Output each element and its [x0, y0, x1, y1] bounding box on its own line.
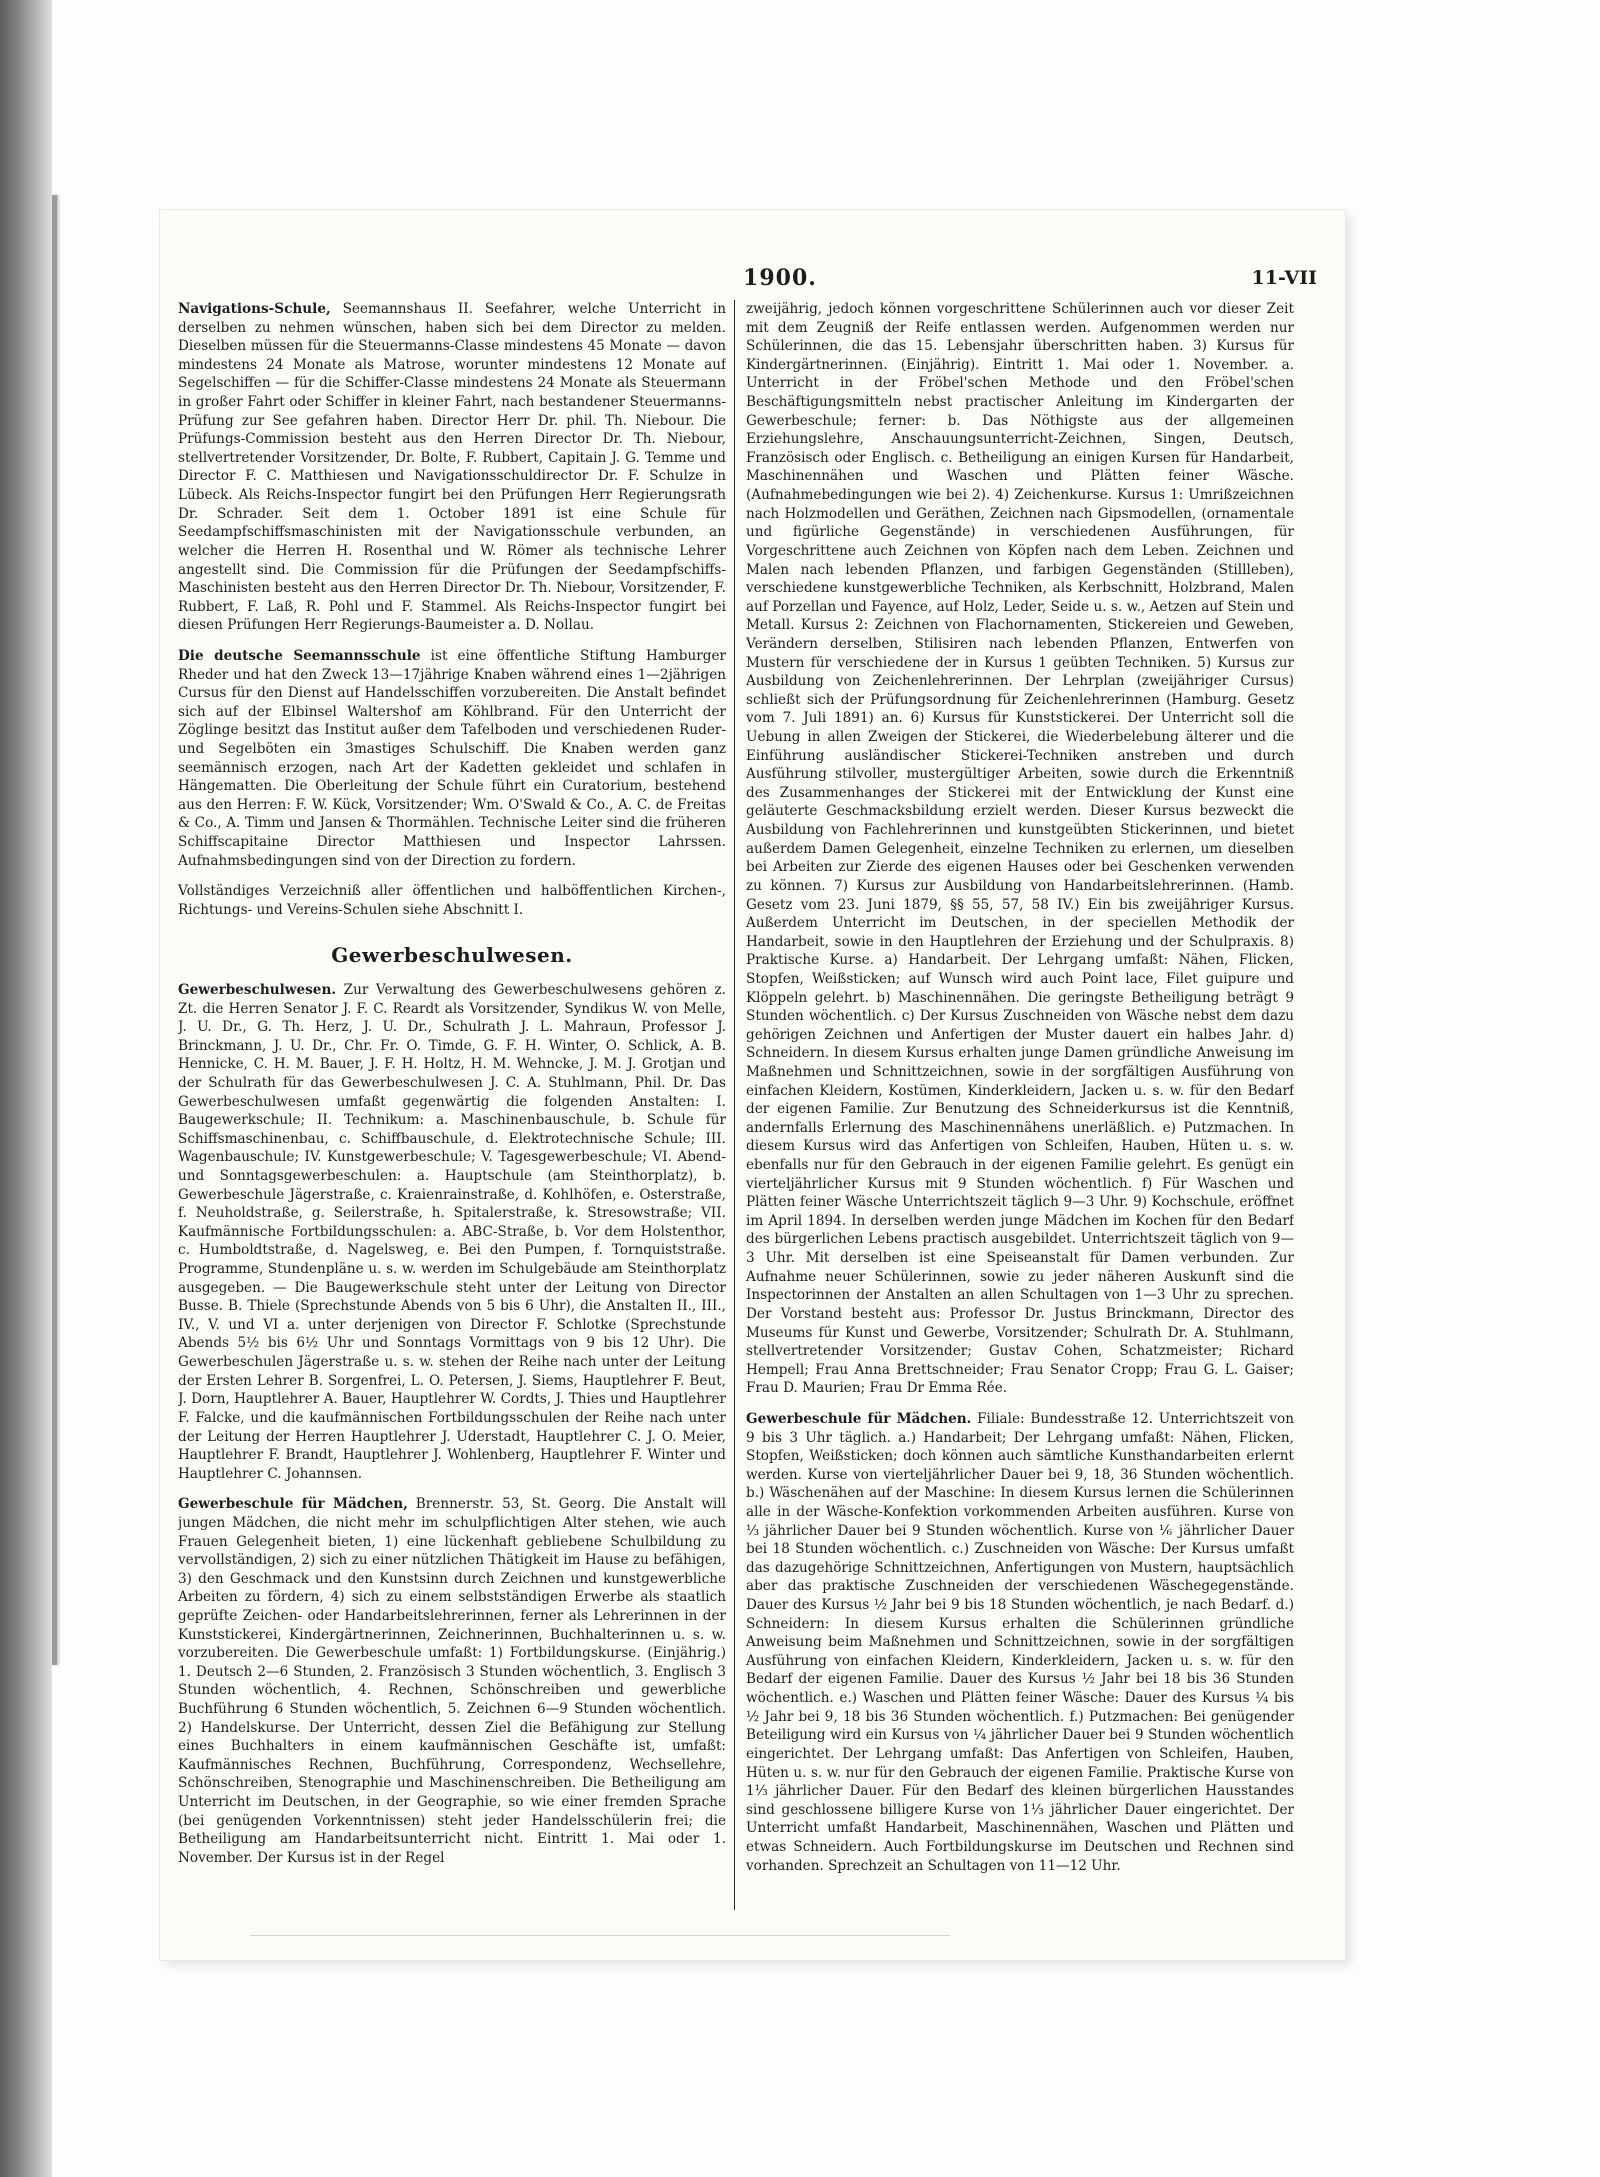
page-number: 11-VII: [1251, 267, 1317, 289]
document-page: [160, 210, 1345, 1960]
navigation-schule-paragraph: [178, 300, 726, 635]
gewerbeschulwesen-paragraph: [178, 981, 726, 1483]
right-column: [746, 300, 1294, 1920]
left-column: [178, 300, 726, 1920]
book-binding: [0, 0, 52, 2177]
paragraph-text: Filiale: Bundesstraße 12. Unterrichtszeit von 9 bis 3 Uhr täglich. a.) Handarbeit; Der Lehrgang umfaßt: Nähen, Flicken, Stopfen, Weißsticken; doch können auch sämtliche Kunsthandarbeiten erlernt werden. Kurse von vierteljährlicher Dauer bei 9, 18, 36 Stunden wöchentlich. b.) Wäschenähen auf der Maschine: In diesem Kursus lernen die Schülerinnen alle in der Wäsche-Konfektion vorkommenden Arbeiten ausführen. Kurse von ⅓ jährlicher Dauer bei 9 Stunden wöchentlich. Kurse von ⅙ jährlicher Dauer bei 18 Stunden wöchentlich. c.) Zuschneiden von Wäsche: Der Kursus umfaßt das dazugehörige Schnittzeichnen, Anfertigungen von Mustern, hauptsächlich aber das praktische Zuschneiden der verschiedenen Wäschegegenstände. Dauer des Kursus ½ Jahr bei 9 bis 18 Stunden wöchentlich, je nach Bedarf. d.) Schneidern: In diesem Kursus erhalten die Schülerinnen gründliche Anweisung beim Maßnehmen und Schnittzeichnen, sowie in der sorgfältigen Ausführung von einfachen Kleidern, Kinderkleidern, Jacken u. s. w. für den Bedarf der eigenen Familie. Dauer des Kursus ½ Jahr bei 18 bis 36 Stunden wöchentlich. e.) Waschen und Plätten feiner Wäsche: Dauer des Kursus ¼ bis ½ Jahr bei 9, 18 bis 36 Stunden wöchentlich. f.) Putzmachen: Bei genügender Beteiligung wird ein Kursus von ¼ jährlicher Dauer bei 9 Stunden wöchentlich eingerichtet. Der Lehrgang umfaßt: Das Anfertigen von Schleifen, Hauben, Hüten u. s. w. nur für den Gebrauch der eigenen Familie. Praktische Kurse von 1⅓ jährlicher Dauer. Für den Bedarf des kleinen bürgerlichen Hausstandes sind geschlossene billigere Kurse von 1⅓ jährlicher Dauer eingerichtet. Der Unterricht umfaßt Handarbeit, Maschinennähen, Waschen und Plätten und etwas Schneidern. Auch Fortbildungskurse im Deutschen und Rechnen sind vorhanden. Sprechzeit an Schultagen von 11—12 Uhr.: [746, 1410, 1294, 1874]
verzeichnis-paragraph: [178, 882, 726, 919]
paragraph-text: zweijährig, jedoch können vorgeschrittene Schülerinnen auch vor dieser Zeit mit dem Zeugniß der Reife entlassen werden. Aufgenommen werden nur Schülerinnen, die das 15. Lebensjahr überschritten haben. 3) Kursus für Kindergärtnerinnen. (Einjährig). Eintritt 1. Mai oder 1. November. a. Unterricht in der Fröbel'schen Methode und den Fröbel'schen Beschäftigungsmitteln nebst practischer Anleitung im Kindergarten der Gewerbeschule; ferner: b. Das Nöthigste aus der allgemeinen Erziehungslehre, Anschauungsunterricht-Zeichnen, Singen, Deutsch, Französisch oder Englisch. c. Betheiligung an einigen Kursen für Handarbeit, Maschinennähen und Waschen und Plätten feiner Wäsche. (Aufnahmebedingungen wie bei 2). 4) Zeichenkurse. Kursus 1: Umrißzeichnen nach Holzmodellen und Geräthen, Zeichnen nach Gipsmodellen, (ornamentale und figürliche Gegenstände) in verschiedenen Ausführungen, für Vorgeschrittene auch Zeichnen von Köpfen nach dem Leben. Zeichnen und Malen nach lebenden Pflanzen, und farbigen Gegenständen (Stillleben), verschiedene kunstgewerbliche Techniken, als Kerbschnitt, Holzbrand, Malen auf Porzellan und Fayence, auf Holz, Leder, Seide u. s. w., Aetzen auf Stein und Metall. Kursus 2: Zeichnen von Flachornamenten, Stickereien und Geweben, Verändern derselben, Stilisiren nach lebenden Pflanzen, Entwerfen von Mustern für verschiedene der in Kursus 1 geübten Techniken. 5) Kursus zur Ausbildung von Zeichenlehrerinnen. Der Lehrplan (zweijähriger Cursus) schließt sich der Prüfungsordnung für Zeichenlehrerinnen (Hamburg. Gesetz vom 7. Juli 1891) an. 6) Kursus für Kunststickerei. Der Unterricht soll die Uebung in allen Zweigen der Stickerei, die Wiederbelebung älterer und die Einführung ausländischer Stickerei-Techniken anstreben und durch Ausführung stilvoller, mustergültiger Arbeiten, sowie durch die Erkenntniß des Zusammenhanges der Stickerei mit der Entwicklung der Kunst eine geläuterte Geschmacksbildung erzielt werden. Dieser Kursus bezweckt die Ausbildung von Fachlehrerinnen und kunstgeübten Stickerinnen, und bietet außerdem Damen Gelegenheit, einzelne Techniken zu erlernen, um dieselben bei Arbeiten zur Zierde des eigenen Hauses oder bei Geschenken verwenden zu können. 7) Kursus zur Ausbildung von Handarbeitslehrerinnen. (Hamb. Gesetz vom 23. Juni 1879, §§ 55, 57, 58 IV.) Ein bis zweijähriger Kursus. Außerdem Unterricht im Deutschen, in der speciellen Methodik der Handarbeit, sowie in den Hauptlehren der Erziehung und der Schulpraxis. 8) Praktische Kurse. a) Handarbeit. Der Lehrgang umfaßt: Nähen, Flicken, Stopfen, Weißsticken; auf Wunsch wird auch Point lace, Filet guipure und Klöppeln gelehrt. b) Maschinennähen. Die geringste Betheiligung beträgt 9 Stunden wöchentlich. c) Der Kursus Zuschneiden von Wäsche nebst dem dazu gehörigen Zeichnen und Anfertigen der Muster dauert ein halbes Jahr. d) Schneidern. In diesem Kursus erhalten junge Damen gründliche Anweisung im Maßnehmen und Schnittzeichnen, sowie in der sorgfältigen Ausführung von einfachen Kleidern, Kostümen, Kinderkleidern, Jacken u. s. w. für den Bedarf der eigenen Familie. Zur Benutzung des Schneiderkursus ist die Kenntniß, andernfalls Erlernung des Maschinennähens unerläßlich. e) Putzmachen. In diesem Kursus wird das Anfertigen von Schleifen, Hauben, Hüten u. s. w. ebenfalls nur für den Gebrauch in der eigenen Familie gelehrt. Es genügt ein vierteljährlicher Kursus mit 9 Stunden wöchentlich. f) Für Waschen und Plätten feiner Wäsche Unterrichtszeit täglich 9—3 Uhr. 9) Kochschule, eröffnet im April 1894. In derselben werden junge Mädchen im Kochen für den Bedarf des bürgerlichen Lebens practisch ausgebildet. Unterrichtszeit täglich von 9—3 Uhr. Mit derselben ist eine Speiseanstalt für Damen verbunden. Zur Aufnahme neuer Schülerinnen, sowie zu jeder näheren Auskunft sind die Inspectorinnen der Anstalten an allen Schultagen von 1—3 Uhr zu sprechen. Der Vorstand besteht aus: Professor Dr. Justus Brinckmann, Director des Museums für Kunst und Gewerbe, Vorsitzender; Schulrath Dr. A. Stuhlmann, stellvertretender Vorsitzender; Gustav Cohen, Schatzmeister; Richard Hempell; Frau Anna Brettschneider; Frau Senator Cropp; Frau G. L. Gaiser; Frau D. Maurien; Frau Dr Emma Rée.: [746, 301, 1294, 1397]
paragraph-lead: Gewerbeschule für Mädchen,: [178, 1496, 408, 1513]
paragraph-lead: Gewerbeschule für Mädchen.: [746, 1410, 972, 1427]
column-divider: [734, 300, 735, 1910]
page-header: [160, 265, 1345, 305]
continuation-paragraph: [746, 300, 1294, 1398]
section-title: Gewerbeschulwesen.: [331, 942, 573, 967]
paragraph-text: ist eine öffentliche Stiftung Hamburger Rheder und hat den Zweck 13—17jährige Knaben während eines 1—2jährigen Cursus für den Dienst auf Handelsschiffen vorzubereiten. Die Anstalt befindet sich auf der Elbinsel Waltershof am Köhlbrand. Für den Unterricht der Zöglinge besitzt das Institut außer dem Tafelboden und verschiedenen Ruder- und Segelböten ein 3mastiges Schulschiff. Die Knaben werden ganz seemännisch erzogen, nach Art der Kadetten gekleidet und schlafen in Hängematten. Die Oberleitung der Schule führt ein Curatorium, bestehend aus den Herren: F. W. Kück, Vorsitzender; Wm. O'Swald & Co., A. C. de Freitas & Co., A. Timm und Jansen & Thormählen. Technische Leiter sind die früheren Schiffscapitaine Director Matthiesen und Inspector Lahrssen. Aufnahmsbedingungen sind von der Direction zu fordern.: [178, 647, 726, 869]
paragraph-text: Brennerstr. 53, St. Georg. Die Anstalt will jungen Mädchen, die nicht mehr im schulpflichtigen Alter stehen, wie auch Frauen Gelegenheit bieten, 1) eine lückenhaft gebliebene Schulbildung zu vervollständigen, 2) sich zu einer nützlichen Thätigkeit im Hause zu befähigen, 3) den Geschmack und den Kunstsinn durch Zeichnen und kunstgewerbliche Arbeiten zu fördern, 4) sich zu einem selbstständigen Erwerbe als staatlich geprüfte Zeichen- oder Handarbeitslehrerinnen, ferner als Lehrerinnen in der Kunststickerei, Kindergärtnerinnen, Zeichnerinnen, Buchhalterinnen u. s. w. vorzubereiten. Die Gewerbeschule umfaßt: 1) Fortbildungskurse. (Einjährig.) 1. Deutsch 2—6 Stunden, 2. Französisch 3 Stunden wöchentlich, 3. Englisch 3 Stunden wöchentlich, 4. Rechnen, Schönschreiben und gewerbliche Buchführung 6 Stunden wöchentlich, 5. Zeichnen 6—9 Stunden wöchentlich. 2) Handelskurse. Der Unterricht, dessen Ziel die Befähigung zur Stellung eines Buchhalters in einem kaufmännischen Geschäfte ist, umfaßt: Kaufmännisches Rechnen, Buchführung, Correspondenz, Wechsellehre, Schönschreiben, Stenographie und Maschinenschreiben. Die Betheiligung am Unterricht im Deutschen, in der Geographie, so wie einer fremden Sprache (bei genügenden Vorkenntnissen) steht jeder Handelsschülerin frei; die Betheiligung am Handarbeitsunterricht nicht. Eintritt 1. Mai oder 1. November. Der Kursus ist in der Regel: [178, 1496, 726, 1866]
gewerbeschule-brenner-paragraph: [178, 1495, 726, 1867]
paragraph-text: Vollständiges Verzeichniß aller öffentlichen und halböffentlichen Kirchen-, Richtungs- und Vereins-Schulen siehe Abschnitt I.: [178, 883, 726, 918]
paragraph-lead: Die deutsche Seemannsschule: [178, 647, 421, 664]
paragraph-lead: Gewerbeschulwesen.: [178, 981, 337, 998]
page-year: 1900.: [743, 265, 817, 291]
seemannsschule-paragraph: [178, 647, 726, 870]
paragraph-lead: Navigations-Schule,: [178, 301, 331, 317]
gewerbeschule-filiale-paragraph: [746, 1410, 1294, 1875]
paragraph-text: Zur Verwaltung des Gewerbeschulwesens gehören z. Zt. die Herren Senator J. F. C. Reardt als Vorsitzender, Syndikus W. von Melle, J. U. Dr., G. Th. Herz, J. U. Dr., Schulrath J. L. Mahraun, Professor J. Brinckmann, J. U. Dr., Chr. Fr. O. Timde, G. F. H. Winter, O. Schlick, A. B. Hennicke, C. H. M. Bauer, J. F. H. Holtz, H. M. Wehncke, J. M. J. Grotjan und der Schulrath für das Gewerbeschulwesen J. C. A. Stuhlmann, Phil. Dr. Das Gewerbeschulwesen umfaßt gegenwärtig die folgenden Anstalten: I. Baugewerkschule; II. Technikum: a. Maschinenbauschule, b. Schule für Schiffsmaschinenbau, c. Schiffbauschule, d. Elektrotechnische Schule; III. Wagenbauschule; IV. Kunstgewerbeschule; V. Tagesgewerbeschule; VI. Abend- und Sonntagsgewerbeschulen: a. Hauptschule (am Steinthorplatz), b. Gewerbeschule Jägerstraße, c. Kraienrainstraße, d. Kohlhöfen, e. Osterstraße, f. Neuholdstraße, g. Seilerstraße, h. Spitalerstraße, k. Stresowstraße; VII. Kaufmännische Fortbildungsschulen: a. ABC-Straße, b. Vor dem Holstenthor, c. Humboldtstraße, d. Nagelsweg, e. Bei den Pumpen, f. Tornquiststraße. Programme, Stundenpläne u. s. w. werden im Schulgebäude am Steinthorplatz ausgegeben. — Die Baugewerkschule steht unter der Leitung von Director Busse. B. Thiele (Sprechstunde Abends von 5 bis 6 Uhr), die Anstalten II., III., IV., V. und VI a. unter derjenigen von Director F. Schlotke (Sprechstunde Abends 5½ bis 6½ Uhr und Sonntags Vormittags von 9 bis 12 Uhr). Die Gewerbeschulen Jägerstraße u. s. w. stehen der Reihe nach unter der Leitung der Ersten Lehrer B. Sorgenfrei, L. O. Petersen, J. Siems, Hauptlehrer F. Beut, J. Dorn, Hauptlehrer A. Bauer, Hauptlehrer W. Cordts, J. Thies und Hauptlehrer F. Falcke, und die kaufmännischen Fortbildungsschulen der Reihe nach unter der Leitung der Herren Hauptlehrer J. Uderstadt, Hauptlehrer C. J. O. Meier, Hauptlehrer F. Brandt, Hauptlehrer J. Wohlenberg, Hauptlehrer F. Winter und Hauptlehrer C. Johannsen.: [178, 981, 726, 1482]
scan-bottom-mark: [250, 1935, 950, 1936]
page-edge: [52, 195, 57, 1665]
paragraph-text: Seemannshaus II. Seefahrer, welche Unterricht in derselben zu nehmen wünschen, haben sich bei dem Director zu melden. Dieselben müssen für die Steuermanns-Classe mindestens 45 Monate — davon mindestens 24 Monate als Matrose, worunter mindestens 12 Monate auf Segelschiffen — für die Schiffer-Classe mindestens 24 Monate als Steuermann in großer Fahrt oder Schiffer in kleiner Fahrt, nach bestandener Steuermanns-Prüfung zur See gefahren haben. Director Herr Dr. phil. Th. Niebour. Die Prüfungs-Commission besteht aus den Herren Director Dr. Th. Niebour, stellvertretender Vorsitzender, Dr. Bolte, F. Rubbert, Capitain J. G. Temme und Director F. C. Matthiesen und Navigationsschuldirector Dr. F. Schulze in Lübeck. Als Reichs-Inspector fungirt bei den Prüfungen Herr Regierungsrath Dr. Schrader. Seit dem 1. October 1891 ist eine Schule für Seedampfschiffsmaschinisten mit der Navigationsschule verbunden, an welcher die Herren H. Rosenthal und W. Römer als technische Lehrer angestellt sind. Die Commission für die Prüfungen der Seedampfschiffs-Maschinisten besteht aus den Herren Director Dr. Th. Niebour, Vorsitzender, F. Rubbert, F. Laß, R. Pohl und F. Stammel. Als Reichs-Inspector fungirt bei diesen Prüfungen Herr Regierungs-Baumeister a. D. Nollau.: [178, 301, 726, 634]
